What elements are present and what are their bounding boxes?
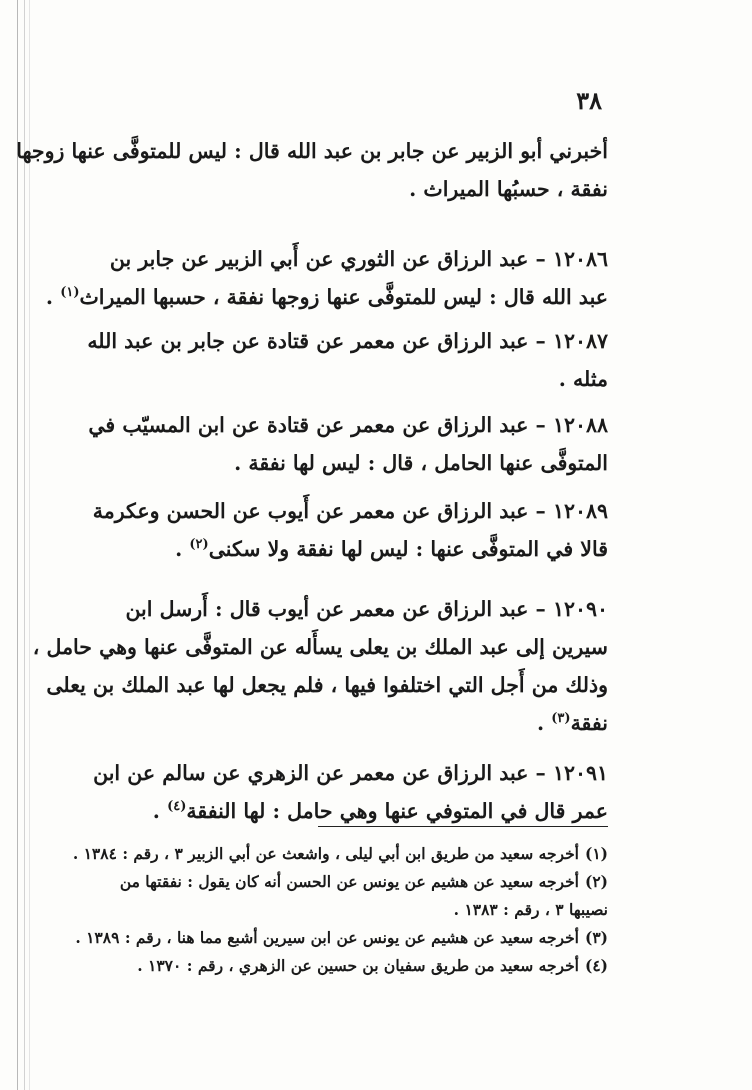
text-line: ١٢٠٨٩ – عبد الرزاق عن معمر عن أَيوب عن الحسن وعكرمة (92, 499, 608, 523)
hadith-entry-12091 (74, 754, 608, 830)
text-line: أخبرني أبو الزبير عن جابر بن عبد الله قال : ليس للمتوفَّى عنها زوجها (16, 139, 608, 163)
text-line: ١٢٠٨٦ – عبد الرزاق عن الثوري عن أَبي الزبير عن جابر بن (109, 247, 608, 271)
footnote-number: (١) (584, 844, 608, 863)
text-line: نفقة$^{(٣)}$ . (536, 711, 608, 735)
footnote-4: (٤)أخرجه سعيد من طريق سفيان بن حسين عن الزهري ، رقم : ١٣٧٠ . (137, 956, 608, 975)
footnote-divider (318, 826, 608, 827)
text-line: ١٢٠٩٠ – عبد الرزاق عن معمر عن أيوب قال : أَرسل ابن (125, 597, 608, 621)
page-number: ٣٨ (576, 86, 602, 115)
footnotes-section (72, 840, 608, 980)
text-line: مثله . (558, 367, 608, 391)
text-line: سيرين إلى عبد الملك بن يعلى يسأَله عن المتوفَّى عنها وهي حامل ، (32, 635, 608, 659)
text-line: المتوفَّى عنها الحامل ، قال : ليس لها نفقة . (234, 451, 608, 475)
footnote-2: (٢)أخرجه سعيد عن هشيم عن يونس عن الحسن أنه كان يقول : نفقتها من (119, 872, 608, 891)
hadith-entry-12089 (74, 492, 608, 568)
footnote-number: (٤) (584, 956, 608, 975)
text-line: ١٢٠٨٧ – عبد الرزاق عن معمر عن قتادة عن جابر بن عبد الله (87, 329, 608, 353)
footnote-ref[interactable]: (٢) (189, 537, 209, 553)
footnote-1: (١)أخرجه سعيد من طريق ابن أبي ليلى ، واشعث عن أبي الزبير ٣ ، رقم : ١٣٨٤ . (72, 844, 608, 863)
footnote-ref[interactable]: (١) (60, 285, 80, 301)
hadith-entry-12090 (32, 590, 608, 742)
footnote-3: (٣)أخرجه سعيد عن هشيم عن يونس عن ابن سيرين أشبع مما هنا ، رقم : ١٣٨٩ . (75, 928, 608, 947)
text-line: عمر قال في المتوفي عنها وهي حامل : لها النفقة$^{(٤)}$ . (152, 799, 608, 823)
hadith-entry-12086 (45, 240, 608, 316)
text-line: عبد الله قال : ليس للمتوفَّى عنها زوجها نفقة ، حسبها الميراث$^{(١)}$ . (45, 285, 608, 309)
footnote-2-continued: نصيبها ٣ ، رقم : ١٣٨٣ . (453, 900, 608, 919)
text-line: قالا في المتوفَّى عنها : ليس لها نفقة ولا سكنى$^{(٢)}$ . (175, 537, 608, 561)
hadith-entry-12088 (74, 406, 608, 482)
text-line: ١٢٠٨٨ – عبد الرزاق عن معمر عن قتادة عن ابن المسيّب في (88, 413, 608, 437)
footnote-number: (٣) (584, 928, 608, 947)
text-line: نفقة ، حسبُها الميراث . (409, 177, 608, 201)
footnote-ref[interactable]: (٣) (551, 711, 571, 727)
text-line: وذلك من أَجل التي اختلفوا فيها ، فلم يجعل لها عبد الملك بن يعلى (46, 673, 608, 697)
hadith-entry-12087 (74, 322, 608, 398)
hadith-entry (16, 132, 608, 208)
footnote-number: (٢) (584, 872, 608, 891)
text-line: ١٢٠٩١ – عبد الرزاق عن معمر عن الزهري عن سالم عن ابن (93, 761, 608, 785)
footnote-ref[interactable]: (٤) (167, 799, 187, 815)
